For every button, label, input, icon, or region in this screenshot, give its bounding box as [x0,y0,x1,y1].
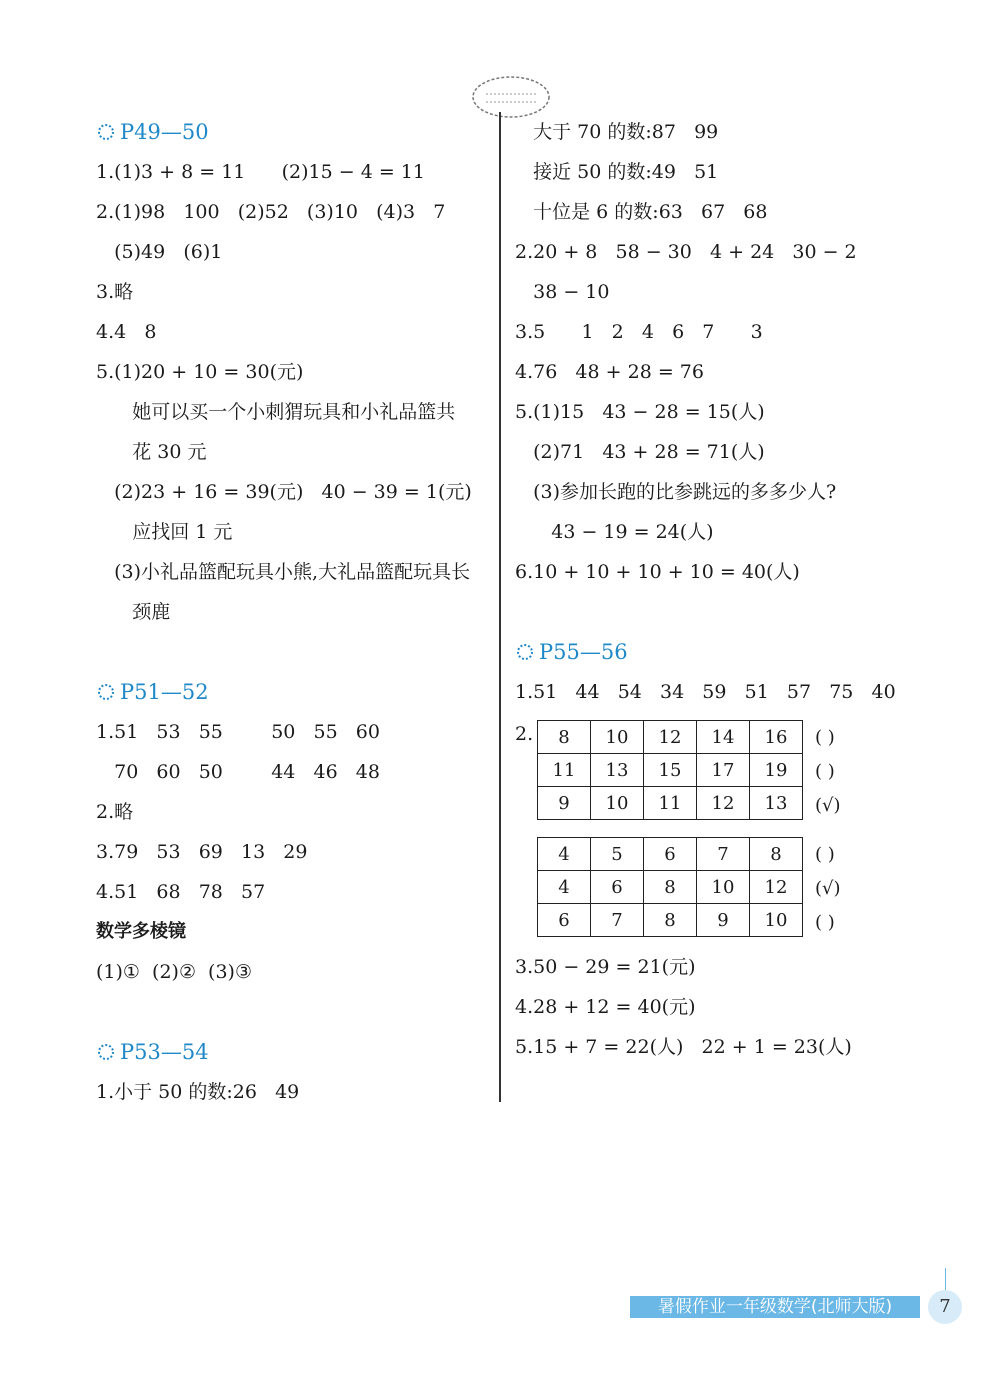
page-number: 7 [928,1290,962,1324]
answer-line: 4.76 48 + 28 = 76 [515,361,704,383]
answer-line: (5)49 (6)1 [96,241,223,263]
answer-line: 1.小于 50 的数:26 49 [96,1081,300,1103]
answer-line: 2.20 + 8 58 − 30 4 + 24 30 − 2 [515,241,857,263]
answer-line: (3)小礼品篮配玩具小熊,大礼品篮配玩具长 [96,561,471,583]
answer-line: 70 60 50 44 46 48 [96,761,380,783]
table-cell: 8 [750,838,803,871]
answer-line: 1.(1)3 + 8 = 11 (2)15 − 4 = 11 [96,161,425,183]
section-title-p49 [96,120,209,144]
answer-line: 4.51 68 78 57 [96,881,266,903]
stamp-icon [470,72,552,122]
answer-line: 3.79 53 69 13 29 [96,841,308,863]
question-label: 2. [515,723,534,745]
table-cell: 6 [538,904,591,937]
answer-line: (3)参加长跑的比参跳远的多多少人? [515,481,837,503]
answer-line: 2.(1)98 100 (2)52 (3)10 (4)3 7 [96,201,446,223]
answer-line: 1.51 53 55 50 55 60 [96,721,380,743]
answer-line: 2.略 [96,801,134,823]
table-1-marks [815,721,841,823]
footer-book-title: 暑假作业一年级数学(北师大版) [630,1296,920,1318]
table-cell: 11 [538,754,591,787]
table-cell: 7 [697,838,750,871]
section-title-p55 [515,640,628,664]
dotted-circle-icon [96,682,116,702]
answer-line: 5.(1)15 43 − 28 = 15(人) [515,401,765,423]
answer-line: (2)23 + 16 = 39(元) 40 − 39 = 1(元) [96,481,472,503]
section-title-text: P49—50 [120,120,209,144]
table-cell: 9 [538,787,591,820]
section-title-p51 [96,680,209,704]
table-row [538,721,803,754]
answer-line: 4.28 + 12 = 40(元) [515,996,696,1018]
table-cell: 13 [591,754,644,787]
table-cell: 10 [591,787,644,820]
check-mark: (√) [815,795,841,816]
answer-line: 4.4 8 [96,321,157,343]
answer-line: 1.51 44 54 34 59 51 57 75 40 [515,681,896,703]
dotted-circle-icon [96,1042,116,1062]
answer-line: 十位是 6 的数:63 67 68 [515,201,768,223]
check-mark: ( ) [815,727,835,748]
answer-line: 6.10 + 10 + 10 + 10 = 40(人) [515,561,800,583]
table-cell: 13 [750,787,803,820]
table-cell: 8 [538,721,591,754]
answer-line: 43 − 19 = 24(人) [515,521,714,543]
table-2-marks [815,838,841,940]
answer-line: 花 30 元 [96,441,207,463]
table-row [538,904,803,937]
answer-line: 大于 70 的数:87 99 [515,121,719,143]
answer-line: 应找回 1 元 [96,521,233,543]
table-cell: 6 [591,871,644,904]
table-cell: 5 [591,838,644,871]
table-cell: 14 [697,721,750,754]
table-cell: 10 [591,721,644,754]
dotted-circle-icon [515,642,535,662]
number-table-1 [537,720,803,820]
footer-tick [945,1268,946,1290]
answer-line: 接近 50 的数:49 51 [515,161,719,183]
section-title-text: P51—52 [120,680,209,704]
answer-line: 颈鹿 [96,601,171,623]
section-title-text: P55—56 [539,640,628,664]
table-row [538,838,803,871]
table-cell: 9 [697,904,750,937]
check-mark: ( ) [815,844,835,865]
check-mark: ( ) [815,761,835,782]
table-cell: 12 [644,721,697,754]
table-cell: 4 [538,838,591,871]
table-cell: 12 [750,871,803,904]
dotted-circle-icon [96,122,116,142]
table-cell: 7 [591,904,644,937]
table-row [538,787,803,820]
table-row [538,754,803,787]
table-cell: 10 [697,871,750,904]
section-title-p53 [96,1040,209,1064]
table-cell: 10 [750,904,803,937]
answer-line: 5.(1)20 + 10 = 30(元) [96,361,304,383]
table-cell: 11 [644,787,697,820]
answer-line: 38 − 10 [515,281,610,303]
answer-line: 3.略 [96,281,134,303]
table-cell: 8 [644,871,697,904]
table-cell: 15 [644,754,697,787]
answer-line: 3.50 − 29 = 21(元) [515,956,696,978]
answer-line: (2)71 43 + 28 = 71(人) [515,441,765,463]
heading-math-prism: 数学多棱镜 [96,921,186,942]
table-cell: 19 [750,754,803,787]
answer-line: 5.15 + 7 = 22(人) 22 + 1 = 23(人) [515,1036,852,1058]
check-mark: ( ) [815,912,835,933]
answer-line: (1)① (2)② (3)③ [96,961,252,983]
table-row [538,871,803,904]
table-cell: 8 [644,904,697,937]
column-divider [499,112,501,1102]
answer-line: 她可以买一个小刺猬玩具和小礼品篮共 [96,401,456,423]
table-cell: 4 [538,871,591,904]
table-cell: 17 [697,754,750,787]
number-table-2 [537,837,803,937]
table-cell: 16 [750,721,803,754]
check-mark: (√) [815,878,841,899]
table-cell: 6 [644,838,697,871]
answer-line: 3.5 1 2 4 6 7 3 [515,321,763,343]
section-title-text: P53—54 [120,1040,209,1064]
table-cell: 12 [697,787,750,820]
